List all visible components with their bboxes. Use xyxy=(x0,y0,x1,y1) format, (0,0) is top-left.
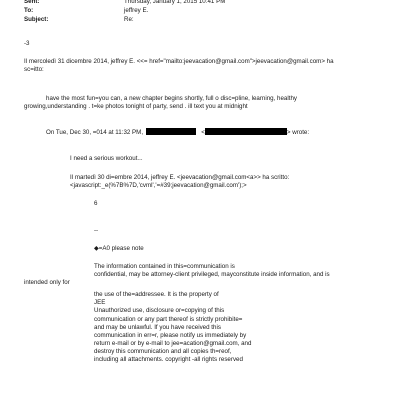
email-header xyxy=(24,0,225,25)
disclaimer-line-8: and may be unlawful. If you have received this xyxy=(94,323,221,331)
disclaimer-line-5: JEE xyxy=(94,299,106,307)
ellipsis-line: -- xyxy=(94,227,99,234)
on-lt: < xyxy=(201,129,205,136)
on-suffix: > wrote: xyxy=(286,129,310,136)
on-prefix: On Tue, Dec 30, =014 at 11:32 PM, xyxy=(46,129,144,136)
martedi-line-1: Il martedì 30 di=embre 2014, jeffrey E. <jeevacation@gmail.com<a>> ha scritto: xyxy=(70,174,290,181)
disclaimer-line-2: confidential, may be attorney-client privileged, mayconstitute inside information, and is xyxy=(94,271,330,279)
to-label: To: xyxy=(24,7,34,15)
italian-quote xyxy=(24,58,334,74)
fun-paragraph xyxy=(24,95,297,111)
italian-quote-line-2: sc=itto: xyxy=(24,66,44,74)
subject-value: Re: xyxy=(124,16,134,24)
workout-line: I need a serious workout... xyxy=(70,155,143,162)
on-wrote-line xyxy=(46,128,309,137)
italian-quote-line-1: Il mercoledì 31 dicembre 2014, jeffrey E. <<= href="mailto:jeevacation@gmail.com">jeevacation@gmail.com> ha xyxy=(24,58,334,65)
martedi-line-2: <javascript:_e(%7B%7D,'cvml','=#39;jeevacation@gmail.com');> xyxy=(70,182,247,190)
please-note-line: ◆=A0 please note xyxy=(94,245,144,252)
disclaimer-line-11: destroy this communication and all copies th=reof, xyxy=(94,347,232,355)
to-row xyxy=(24,7,225,16)
subject-label: Subject: xyxy=(24,16,49,24)
martedi-quote xyxy=(70,174,289,190)
subject-row xyxy=(24,16,225,25)
sent-value: Thursday, January 1, 2015 10:41 PM xyxy=(124,0,226,6)
disclaimer-line-10: return e-mail or by e-mail to jee=acation@gmail.com, and xyxy=(94,339,252,347)
line-minus-3: -3 xyxy=(24,40,30,47)
redacted-sender-email xyxy=(205,128,287,135)
fun-line-1: have the most fun=you can, a new chapter begins shortly, full o disc=pline, learning, healthy xyxy=(46,95,297,102)
disclaimer-line-6: Unauthorized use, disclosure or=copying of this xyxy=(94,307,225,315)
line-six: 6 xyxy=(94,200,98,207)
sent-label: Sent: xyxy=(24,0,40,6)
disclaimer-line-9: communication in err=r, please notify us immediately by xyxy=(94,331,247,339)
disclaimer xyxy=(24,263,330,364)
disclaimer-line-3: intended only for xyxy=(24,279,70,287)
disclaimer-line-1: The information contained in this=communication is xyxy=(94,263,235,270)
disclaimer-line-4: the use of the=addressee. It is the property of xyxy=(94,291,219,299)
sent-row xyxy=(24,0,225,7)
disclaimer-line-7: communication or any part thereof is strictly prohibite= xyxy=(94,315,243,323)
disclaimer-line-12: including all attachments. copyright -all rights reserved xyxy=(94,356,243,364)
fun-line-2: growing,understanding . t=ke photos tonight of party, send . ill text you at midnight xyxy=(24,103,248,111)
redacted-sender-name xyxy=(146,128,196,135)
to-value: jeffrey E. xyxy=(124,7,149,15)
